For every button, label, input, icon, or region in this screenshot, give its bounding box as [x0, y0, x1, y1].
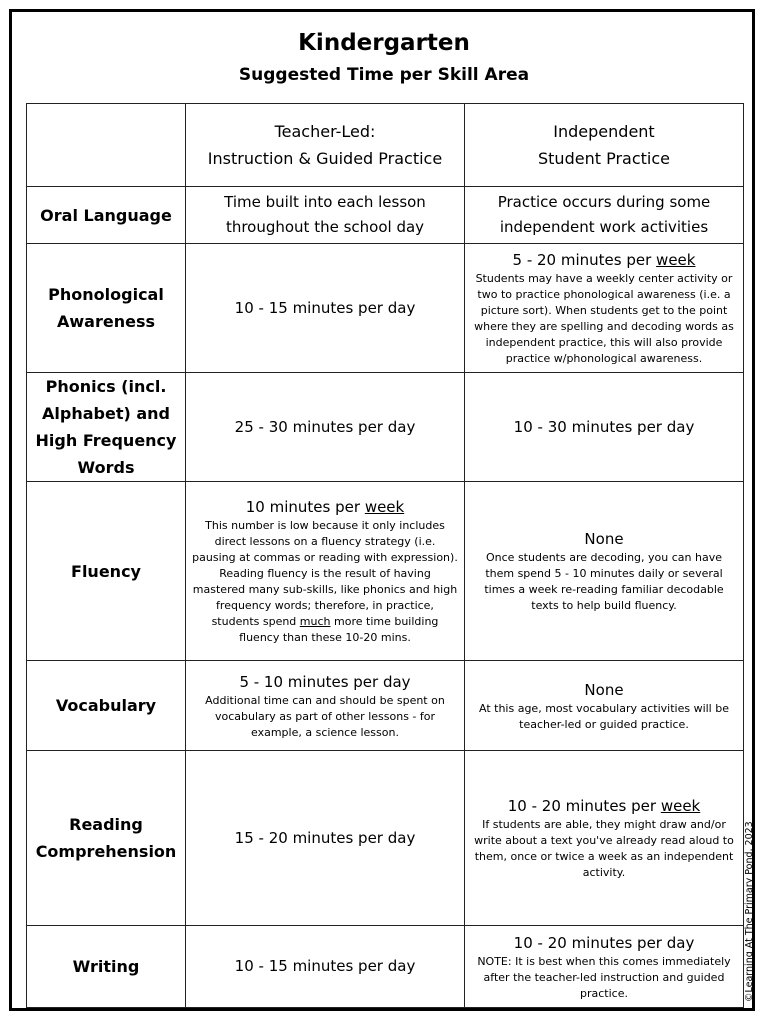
- fluency-teacher-time-text: 10 minutes per: [245, 498, 361, 516]
- row-vocabulary: [27, 661, 744, 751]
- header-independent-line2: Student Practice: [538, 149, 670, 168]
- copyright-notice: ©Learning At The Primary Pond, 2023: [744, 821, 755, 1002]
- skill-phon-line1: Phonological: [48, 285, 164, 304]
- skill-phonics: [27, 373, 186, 482]
- row-reading-comprehension: [27, 751, 744, 926]
- phonics-independent-cell: 10 - 30 minutes per day: [465, 373, 744, 482]
- row-fluency: [27, 482, 744, 661]
- skill-reading-line1: Reading: [69, 815, 143, 834]
- vocab-teacher-time: 5 - 10 minutes per day: [239, 672, 411, 691]
- oral-teacher-line1: Time built into each lesson: [224, 193, 426, 211]
- skill-oral-language: Oral Language: [27, 187, 186, 244]
- writing-teacher-cell: 10 - 15 minutes per day: [186, 926, 465, 1008]
- phon-independent-detail: Students may have a weekly center activity or two to practice phonological awareness (i.e. a picture sort). When students get to the point where they are spelling and decoding words as independent practice, this will also provide practice w/phonological awareness.: [474, 272, 734, 365]
- skill-reading-comprehension: [27, 751, 186, 926]
- phon-independent-cell: [465, 244, 744, 373]
- oral-teacher-cell: [186, 187, 465, 244]
- fluency-teacher-unit: week: [364, 498, 405, 516]
- header-teacher-line2: Instruction & Guided Practice: [207, 149, 443, 168]
- reading-independent-time-text: 10 - 20 minutes per: [507, 797, 657, 815]
- fluency-independent-detail: Once students are decoding, you can have them spend 5 - 10 minutes daily or several times a week re-reading familiar decodable texts to help build fluency.: [484, 551, 724, 612]
- phon-independent-time: [471, 249, 737, 271]
- fluency-detail-part-a: This number is low because it only includes direct lessons on a fluency strategy (i.e. pausing at commas or reading with expression). Reading fluency is the result of having mastered many sub-skills, like phonics and high frequency words; therefore, in practice, students spend: [192, 519, 458, 628]
- reading-independent-detail: If students are able, they might draw and/or write about a text you've already read aloud to them, once or twice a week as an independent activity.: [474, 818, 734, 879]
- fluency-detail-part-b: more time building fluency than these 10-20 mins.: [239, 615, 439, 644]
- oral-independent-cell: [465, 187, 744, 244]
- reading-independent-unit: week: [660, 797, 701, 815]
- row-phonological-awareness: [27, 244, 744, 373]
- fluency-independent-time: None: [584, 530, 624, 548]
- writing-independent-cell: [465, 926, 744, 1008]
- skill-phonics-line3: High Frequency: [35, 431, 177, 450]
- skill-writing: Writing: [27, 926, 186, 1008]
- reading-independent-time: [471, 795, 737, 817]
- row-writing: [27, 926, 744, 1008]
- phon-independent-time-text: 5 - 20 minutes per: [512, 251, 652, 269]
- phon-teacher-cell: 10 - 15 minutes per day: [186, 244, 465, 373]
- writing-independent-detail: NOTE: It is best when this comes immediately after the teacher-led instruction and guided practice.: [477, 954, 731, 1000]
- header-empty-cell: [27, 104, 186, 187]
- page-title: Kindergarten: [298, 30, 470, 56]
- phonics-teacher-cell: 25 - 30 minutes per day: [186, 373, 465, 482]
- fluency-detail-emphasis: much: [299, 615, 331, 628]
- skill-phonics-line2: Alphabet) and: [42, 404, 170, 423]
- oral-independent-line1: Practice occurs during some: [497, 193, 711, 211]
- reading-independent-cell: [465, 751, 744, 926]
- reading-teacher-cell: 15 - 20 minutes per day: [186, 751, 465, 926]
- fluency-teacher-detail: [192, 518, 458, 646]
- page-subtitle: Suggested Time per Skill Area: [238, 65, 530, 85]
- skill-phonological-awareness: [27, 244, 186, 373]
- writing-independent-time: 10 - 20 minutes per day: [513, 933, 695, 952]
- skill-phonics-line1: Phonics (incl.: [45, 377, 167, 396]
- skill-phon-line2: Awareness: [57, 312, 155, 331]
- skill-time-table: [26, 103, 744, 1008]
- fluency-independent-cell: [465, 482, 744, 661]
- row-oral-language: [27, 187, 744, 244]
- header-teacher-led: [186, 104, 465, 187]
- skill-phonics-line4: Words: [77, 458, 135, 477]
- vocab-teacher-detail: Additional time can and should be spent on vocabulary as part of other lessons - for example, a science lesson.: [205, 693, 445, 739]
- oral-independent-line2: independent work activities: [499, 218, 709, 236]
- skill-reading-line2: Comprehension: [35, 842, 177, 861]
- row-phonics: [27, 373, 744, 482]
- fluency-teacher-time: [192, 496, 458, 518]
- header-independent: [465, 104, 744, 187]
- vocab-independent-cell: [465, 661, 744, 751]
- skill-vocabulary: Vocabulary: [27, 661, 186, 751]
- skill-fluency: Fluency: [27, 482, 186, 661]
- vocab-independent-detail: At this age, most vocabulary activities will be teacher-led or guided practice.: [479, 701, 729, 731]
- header-row: [27, 104, 744, 187]
- oral-teacher-line2: throughout the school day: [225, 218, 425, 236]
- phon-independent-unit: week: [656, 251, 696, 269]
- vocab-teacher-cell: [186, 661, 465, 751]
- fluency-teacher-cell: [186, 482, 465, 661]
- vocab-independent-time: None: [584, 680, 624, 699]
- header-teacher-line1: Teacher-Led:: [274, 122, 376, 141]
- header-independent-line1: Independent: [553, 122, 655, 141]
